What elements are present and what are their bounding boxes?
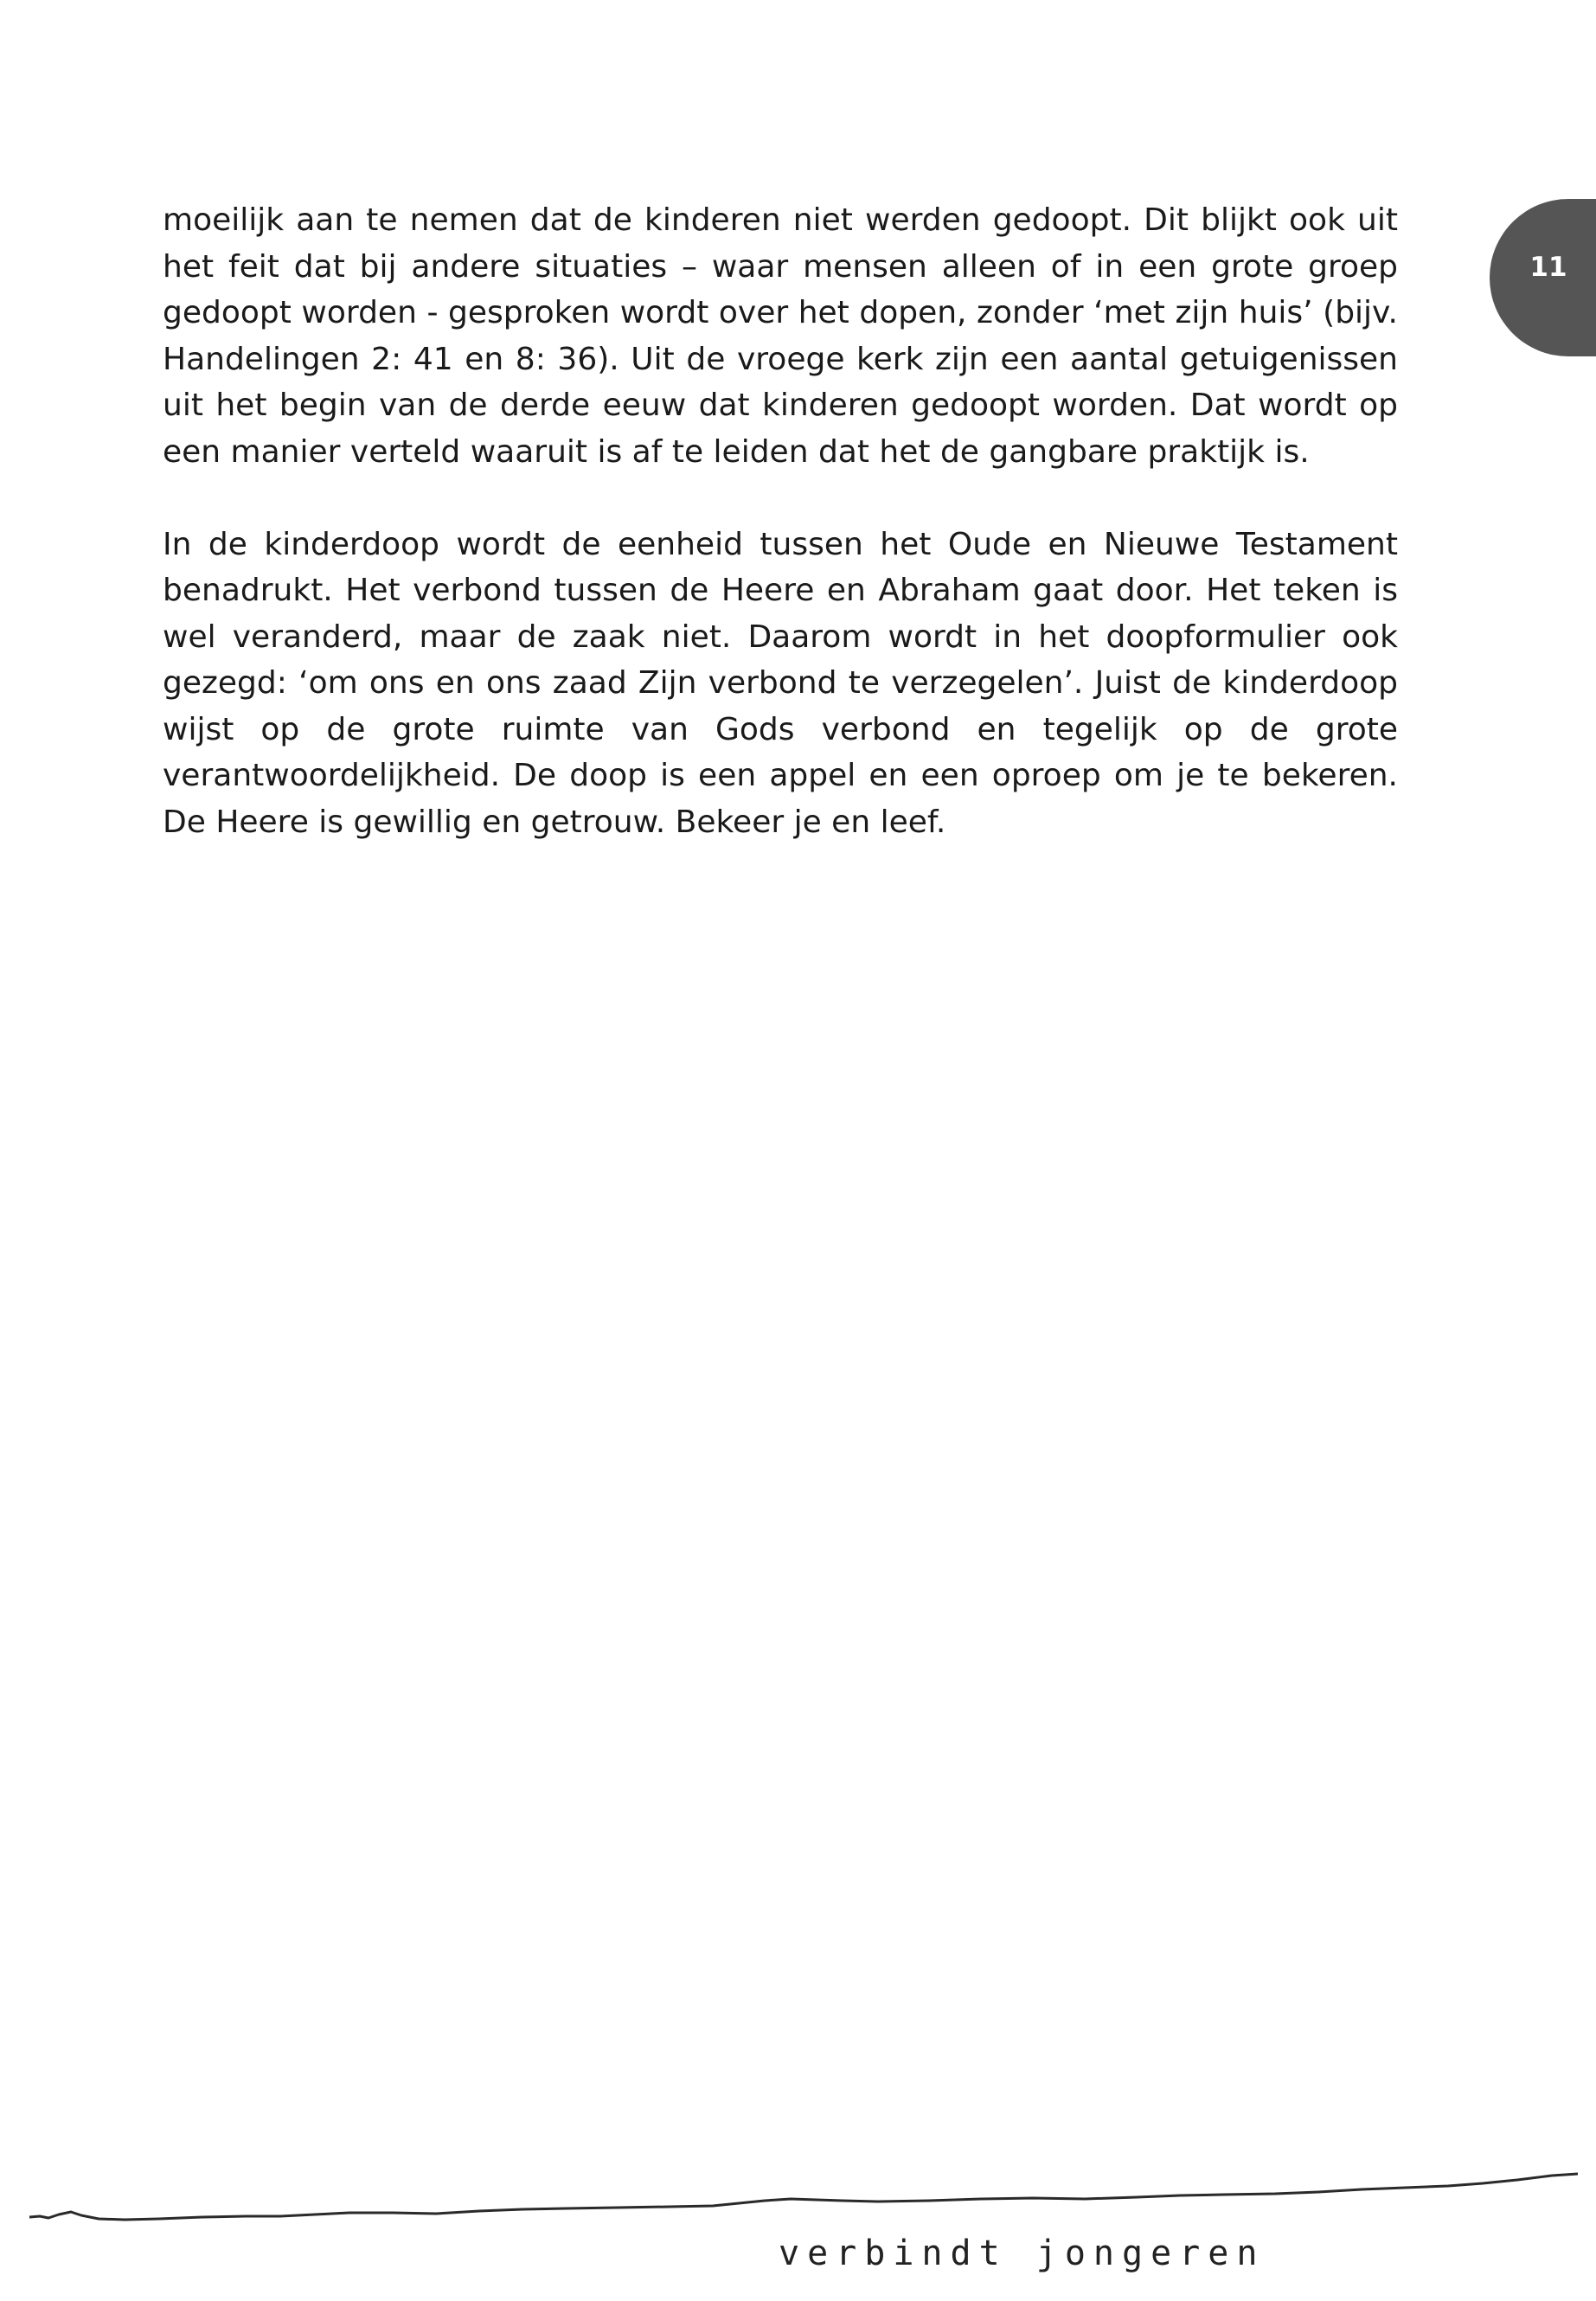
body-text	[163, 197, 1398, 845]
page-number: 11	[1529, 252, 1567, 283]
paragraph-1: moeilijk aan te nemen dat de kinderen niet werden gedoopt. Dit blijkt ook uit het feit dat bij andere situaties – waar mensen alleen of in een grote groep gedoopt worden - gesproken wordt over het dopen, zonder ‘met zijn huis’ (bijv. Handelingen 2: 41 en 8: 36). Uit de vroege kerk zijn een aantal getuigenissen uit het begin van de derde eeuw dat kinderen gedoopt worden. Dat wordt op een manier verteld waaruit is af te leiden dat het de gangbare praktijk is.	[163, 202, 1398, 470]
footer-brand-wordmark: verbindt jongeren	[779, 2234, 1266, 2273]
paragraph-2: In de kinderdoop wordt de eenheid tussen het Oude en Nieuwe Testament benadrukt. Het verbond tussen de Heere en Abraham gaat door. Het teken is wel veranderd, maar de zaak niet. Daarom wordt in het doopformulier ook gezegd: ‘om ons en ons zaad Zijn verbond te verzegelen’. Juist de kinderdoop wijst op de grote ruimte van Gods verbond en tegelijk op de grote verantwoordelijkheid. De doop is een appel en een oproep om je te bekeren. De Heere is gewillig en getrouw. Bekeer je en leef.	[163, 526, 1398, 840]
footer-horizon-line	[29, 2163, 1578, 2232]
